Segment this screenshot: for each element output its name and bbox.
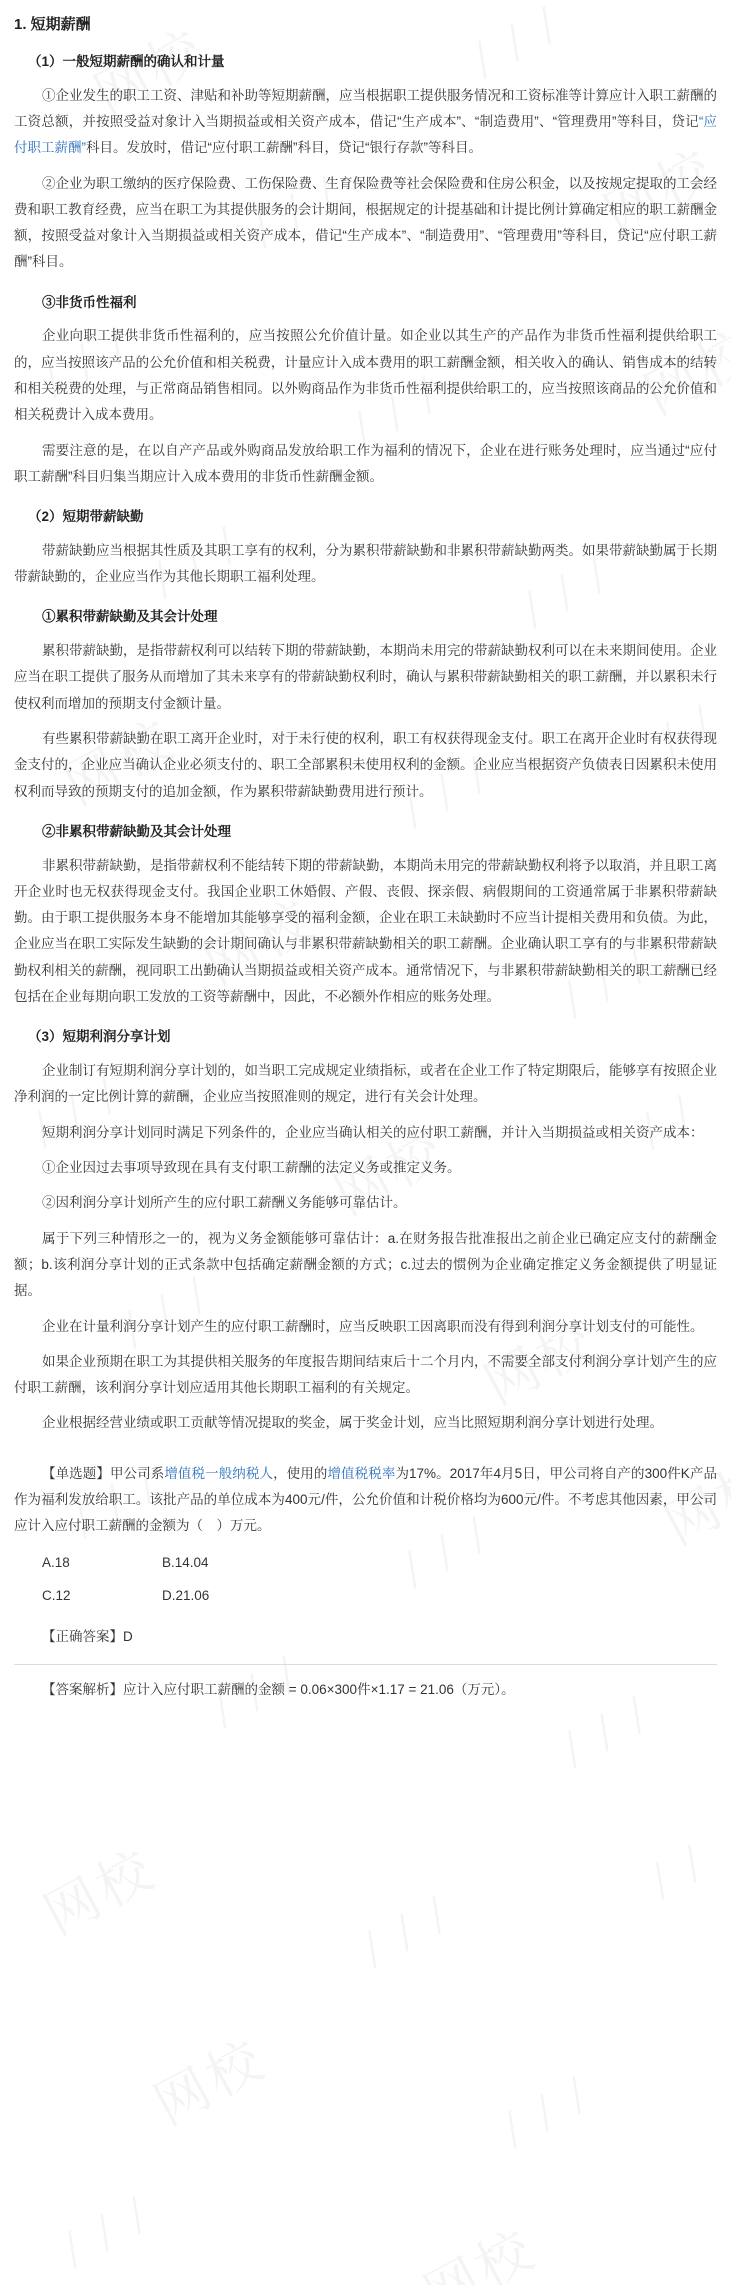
option-b-key: B.: [162, 1554, 175, 1570]
paragraph: [14, 726, 717, 805]
text-run: ①企业发生的职工工资、津贴和补助等短期薪酬，应当根据职工提供服务情况和工资标准等计算应计入职工薪酬的工资总额，并按照受益对象计入当期损益或相关资产成本，借记“生产成本”、“制造费用”、“管理费用”等科目，贷记: [14, 87, 717, 129]
paragraph: 如果企业预期在职工为其提供相关服务的年度报告期间结束后十二个月内，不需要全部支付利润分享计划产生的应付职工薪酬，该利润分享计划应适用其他长期职工福利的有关规定。: [14, 1353, 717, 1396]
analysis-text: 应计入应付职工薪酬的金额 = 0.06×300件×1.17 = 21.06（万元）。: [123, 1681, 515, 1697]
option-b[interactable]: [162, 1549, 282, 1576]
paragraph: 企业向职工提供非货币性福利的，应当按照公允价值计量。如企业以其生产的产品作为非货币性福利提供给职工的，应当按照该产品的公允价值和相关税费，计量应计入成本费用的职工薪酬金额，相关收入的确认、销售成本的结转和相关税费的处理，与正常商品销售相同。以外购商品作为非货币性福利提供给职工的，应当按照该商品的公允价值和相关税费计入成本费用。: [14, 328, 717, 423]
text-run: ，使用的: [273, 1465, 328, 1481]
paragraph: 企业制订有短期利润分享计划的，如当职工完成规定业绩指标，或者在企业工作了特定期限后，能够享有按照企业净利润的一定比例计算的薪酬，企业应当按照准则的规定，进行有关会计处理。: [14, 1063, 717, 1105]
option-c-key: C.: [42, 1587, 56, 1603]
question-stem: [14, 1461, 717, 1540]
paragraph: ②企业为职工缴纳的医疗保险费、工伤保险费、生育保险费等社会保险费和住房公积金，以及按规定提取的工会经费和职工教育经费，应当在职工为其提供服务的会计期间，根据规定的计提基础和计提比例计算确定相应的职工薪酬金额，按照受益对象计入当期损益或相关资产成本，借记“生产成本”、“制造费用”、“管理费用”等科目，贷记“应付职工薪酬”科目。: [14, 175, 717, 270]
paragraph: ②因利润分享计划所产生的应付职工薪酬义务能够可靠估计。: [42, 1195, 407, 1211]
paragraph: 企业在计量利润分享计划产生的应付职工薪酬时，应当反映职工因离职而没有得到利润分享计划支付的可能性。: [42, 1318, 704, 1334]
option-row: [14, 1549, 717, 1576]
option-a-key: A.: [42, 1554, 55, 1570]
correct-answer-label: 【正确答案】: [42, 1628, 123, 1644]
section-heading: ②非累积带薪缺勤及其会计处理: [42, 823, 231, 839]
text-run-highlight: “应付职工薪酬”: [14, 113, 717, 156]
paragraph: 累积带薪缺勤，是指带薪权利可以结转下期的带薪缺勤，本期尚未用完的带薪缺勤权利可以在未来期间使用。企业应当在职工提供了服务从而增加了其未来享有的带薪缺勤权利时，确认与累积带薪缺勤相关的职工薪酬，并以累积未行使权利而增加的预期支付金额计量。: [14, 643, 717, 711]
paragraph: 需要注意的是，在以自产产品或外购商品发放给职工作为福利的情况下，企业在进行账务处理时，应当通过“应付职工薪酬”科目归集当期应计入成本费用的非货币性薪酬金额。: [14, 442, 717, 484]
option-d[interactable]: [162, 1582, 282, 1609]
text-run-highlight: 增值税税率: [327, 1465, 396, 1481]
option-c[interactable]: [42, 1582, 162, 1609]
paragraph: ①企业因过去事项导致现在具有支付职工薪酬的法定义务或推定义务。: [42, 1159, 461, 1175]
page-title: 1. 短期薪酬: [14, 16, 91, 33]
paragraph: 带薪缺勤应当根据其性质及其职工享有的权利，分为累积带薪缺勤和非累积带薪缺勤两类。如果带薪缺勤属于长期带薪缺勤的，企业应当作为其他长期职工福利处理。: [14, 542, 717, 585]
question-type-label: 【单选题】: [42, 1465, 110, 1481]
paragraph: 非累积带薪缺勤，是指带薪权利不能结转下期的带薪缺勤，本期尚未用完的带薪缺勤权利将予以取消，并且职工离开企业时也无权获得现金支付。我国企业职工休婚假、产假、丧假、探亲假、病假期间的工资通常属于非累积带薪缺勤。由于职工提供服务本身不能增加其能够享受的福利金额，企业在职工未缺勤时不应当计提相关费用和负债。为此，企业应当在职工实际发生缺勤的会计期间确认与非累积带薪缺勤相关的职工薪酬。企业确认职工享有的与非累积带薪缺勤权利相关的薪酬，视同职工出勤确认当期损益或相关资产成本。通常情况下，与非累积带薪缺勤相关的职工薪酬已经包括在企业每期向职工发放的工资等薪酬中，因此，不必额外作相应的账务处理。: [14, 857, 717, 1005]
divider: [14, 1664, 717, 1665]
answer-analysis: [14, 1677, 717, 1703]
correct-answer-line: [14, 1623, 717, 1650]
section-heading: ①累积带薪缺勤及其会计处理: [42, 609, 218, 625]
option-a[interactable]: [42, 1549, 162, 1576]
option-d-key: D.: [162, 1587, 176, 1603]
document-content: [14, 14, 717, 1703]
text-run-highlight: 增值税一般纳税人: [164, 1465, 274, 1481]
text-run: 职工在离开企业时有权获得现金支付的，企业应当确认企业必须支付的、职工全部累积未使用权利的金额。企业应当根据资产负债表日因累积未使用权利而导致的预期支付的追加金额，作为累积带薪缺勤费用进行预计。: [14, 731, 717, 799]
text-run: 甲公司系: [109, 1465, 165, 1481]
option-a-value: 18: [54, 1554, 70, 1570]
section-heading: （2）短期带薪缺勤: [28, 509, 144, 525]
paragraph: 属于下列三种情形之一的，视为义务金额能够可靠估计：a.在财务报告批准报出之前企业已确定应支付的薪酬金额；b.该利润分享计划的正式条款中包括确定薪酬金额的方式；c.过去的惯例为企业确定推定义务金额提供了明显证据。: [14, 1230, 717, 1299]
correct-answer-value: D: [123, 1628, 133, 1644]
option-c-value: 12: [55, 1587, 71, 1603]
option-row: [14, 1582, 717, 1609]
paragraph: 企业根据经营业绩或职工贡献等情况提取的奖金，属于奖金计划，应当比照短期利润分享计划进行处理。: [42, 1415, 663, 1431]
option-d-value: 21.06: [175, 1587, 210, 1603]
paragraph: [14, 83, 717, 162]
text-run: 有些累积带薪缺勤在职工离开企业时，对于未行使的权利，职工有权获得现金支付。: [42, 731, 542, 746]
section-heading: （3）短期利润分享计划: [28, 1029, 171, 1045]
analysis-label: 【答案解析】: [42, 1681, 123, 1697]
section-heading: ③非货币性福利: [42, 294, 137, 310]
option-b-value: 14.04: [174, 1554, 209, 1570]
text-run: 为17%。2017年4月5日，甲公司将自产的300件K产品作为福利发放给职工。该批产品的单位成本为400元/件，公允价值和计税价格均为600元/件。不考虑其他因素，甲公司应计入应付职工薪酬的金额为（ ）万元。: [14, 1465, 717, 1534]
paragraph: 短期利润分享计划同时满足下列条件的，企业应当确认相关的应付职工薪酬，并计入当期损益或相关资产成本：: [42, 1124, 704, 1140]
section-heading: （1）一般短期薪酬的确认和计量: [28, 54, 225, 69]
text-run: 科目。发放时，借记“应付职工薪酬”科目，贷记“银行存款”等科目。: [86, 140, 482, 156]
